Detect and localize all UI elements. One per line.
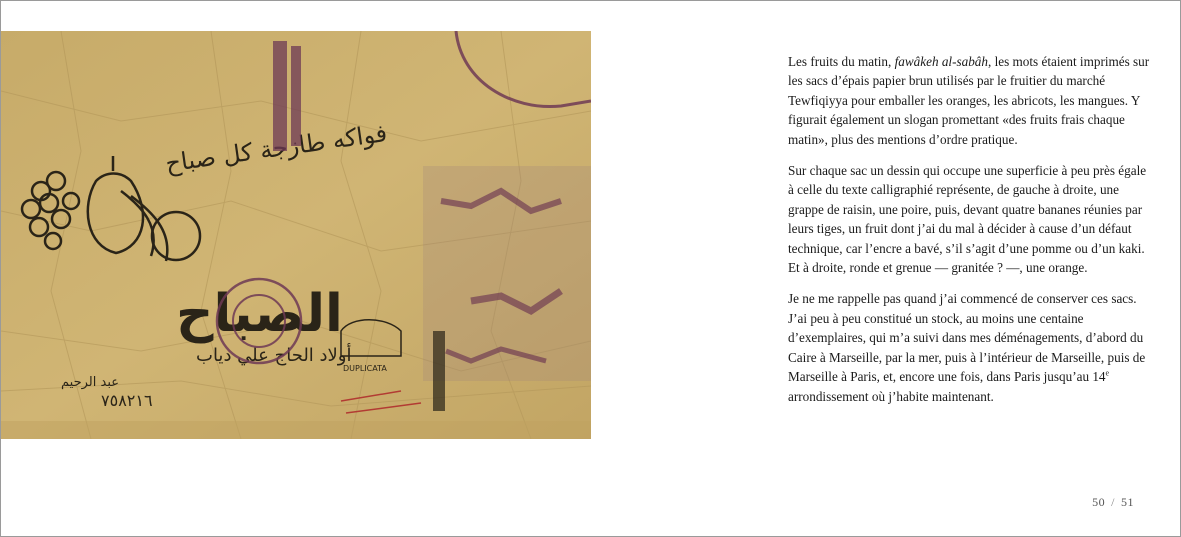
paragraph-3-lead: Je ne me rappelle pas quand j’ai commencé de conserver ces sacs. J’ai peu à peu constitué un stock, au moins une centaine d’exemplaires, qui m’a suivi dans mes déménagements, d’abord du Caire à Marseille, par la mer, puis à l’intérieur de Marseille, puis de Marseille à Paris, et, encore une fois, dans Paris jusqu’au 14 xyxy=(788,291,1146,385)
paragraph-3-rest: arrondissement où j’habite maintenant. xyxy=(788,388,994,404)
paragraph-1-lead: Les fruits du matin, xyxy=(788,54,895,69)
arabic-line: أولاد الحاج علي دياب xyxy=(196,345,352,366)
page-number-left: 50 xyxy=(1092,495,1106,509)
page-number-separator: / xyxy=(1111,495,1115,509)
duplicata-label: DUPLICATA xyxy=(343,364,387,373)
purple-rectangle-stamp xyxy=(423,166,591,381)
fruit-bag-photo xyxy=(1,31,591,439)
purple-vertical-stamp xyxy=(273,41,301,151)
paragraph-1-italic: fawâkeh al-sabâh xyxy=(894,54,988,69)
arabic-number: ٧٥٨٢١٦ xyxy=(101,391,153,410)
page-number-right: 51 xyxy=(1121,495,1134,509)
paragraph-2: Sur chaque sac un dessin qui occupe une superficie à peu près égale à celle du texte calligraphié représente, de gauche à droite, une grappe de raisin, une poire, puis, devant quatre bananes réunies par leurs tiges, un fruit dont j’ai du mal à décider à cause d’un défaut technique, car l’encre a bavé, s’il s’agit d’une pomme ou d’un kaki. Et à droite, ronde et grenue — granitée ? —, une orange. xyxy=(788,163,1147,276)
page-numbers xyxy=(1092,495,1134,510)
text-column xyxy=(788,52,1150,418)
paragraph-1-rest: , les mots étaient imprimés sur les sacs d’épais papier brun utilisés par le fruitier du marché Tewfiqiyya pour emballer les oranges, les abricots, les mangues. Y figurait également un slogan promettant «des fruits frais chaque matin», plus des mentions d’ordre pratique. xyxy=(788,54,1150,147)
arabic-large-word: الصباح xyxy=(176,284,343,344)
paragraph-3-sup: e xyxy=(1105,368,1110,378)
paper-bag-illustration xyxy=(1,31,591,439)
arabic-small-line: عبد الرحيم xyxy=(61,375,119,390)
paragraph-1 xyxy=(788,52,1150,149)
arabic-title: فواكه طازجة كل صباح xyxy=(163,118,389,178)
paragraph-3 xyxy=(788,289,1150,405)
